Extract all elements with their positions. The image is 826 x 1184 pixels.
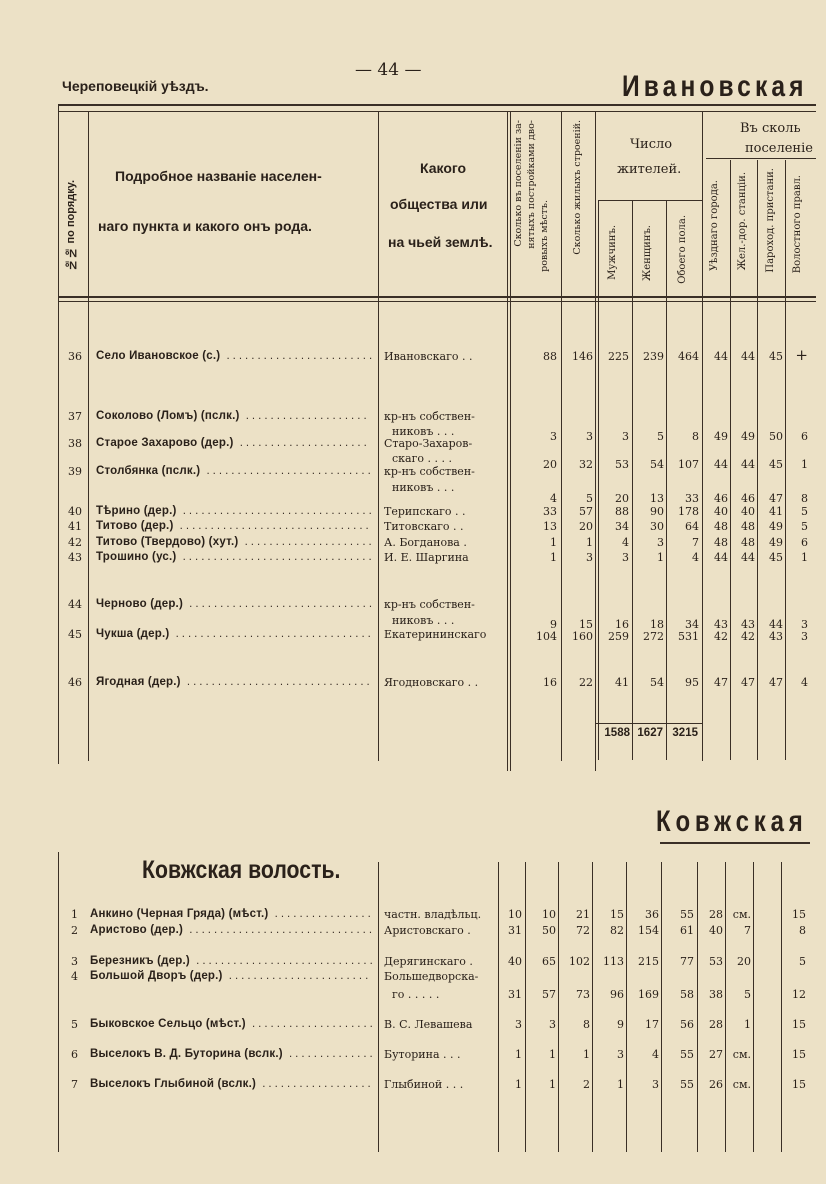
cell-t: 44 xyxy=(714,458,728,471)
cell-r: 47 xyxy=(741,676,755,689)
col-header-distance-1: Въ сколь xyxy=(740,121,801,136)
cell-r: 42 xyxy=(741,630,755,643)
cell-p: см. xyxy=(732,908,751,921)
cell-r: 44 xyxy=(741,350,755,363)
settlement-name: Выселокъ Глыбиной (вслк.) .................. xyxy=(90,1078,374,1090)
settlement-name: Ягодная (дер.) .............................. xyxy=(96,676,373,688)
cell-r: 49 xyxy=(741,430,755,443)
row-number: 7 xyxy=(71,1078,78,1091)
society-name: И. Е. Шаргина xyxy=(384,551,469,564)
col-header-rail: Жел.-дор. станціи. xyxy=(737,172,748,271)
cell-b: 464 xyxy=(678,350,699,363)
col-header-name-2: наго пункта и какого онъ рода. xyxy=(98,218,312,234)
total-men: 1588 xyxy=(604,727,630,739)
cell-st: 1 xyxy=(586,536,593,549)
cell-b: 178 xyxy=(678,505,699,518)
cell-t: 48 xyxy=(714,536,728,549)
cell-r: 53 xyxy=(709,955,723,968)
cell-w: 1 xyxy=(657,551,664,564)
cell-t: 48 xyxy=(714,520,728,533)
cell-r: 38 xyxy=(709,988,723,1001)
volost-heading-top: Ивановская xyxy=(622,70,808,103)
col-header-dvory-3: ровыхъ мѣстъ. xyxy=(539,200,550,272)
society-name-cont: го . . . . . xyxy=(392,988,440,1001)
cell-w: 82 xyxy=(610,924,624,937)
cell-dv: 88 xyxy=(543,350,557,363)
cell-w: 3 xyxy=(657,536,664,549)
row-number: 5 xyxy=(71,1018,78,1031)
cell-st: 3 xyxy=(586,551,593,564)
settlement-name: Тѣрино (дер.) ............................... xyxy=(96,505,375,517)
total-both: 3215 xyxy=(672,727,698,739)
cell-m: 53 xyxy=(615,458,629,471)
cell-dv: 1 xyxy=(515,1078,522,1091)
row-number: 36 xyxy=(68,350,82,363)
cell-r: 44 xyxy=(741,551,755,564)
cell-t: 56 xyxy=(680,1018,694,1031)
cell-st: 10 xyxy=(542,908,556,921)
col-header-name-1: Подробное названіе населен- xyxy=(115,168,322,184)
leader-dots: .................... xyxy=(245,1018,376,1030)
cell-w: 54 xyxy=(650,458,664,471)
cell-m: 73 xyxy=(576,988,590,1001)
cell-b: 531 xyxy=(678,630,699,643)
cell-t: 55 xyxy=(680,1078,694,1091)
cell-st: 5 xyxy=(586,492,593,505)
cell-m: 3 xyxy=(622,551,629,564)
cell-w: 9 xyxy=(617,1018,624,1031)
cell-p: см. xyxy=(732,1048,751,1061)
leader-dots: .............................. xyxy=(183,924,376,936)
row-number: 3 xyxy=(71,955,78,968)
cell-w: 5 xyxy=(657,430,664,443)
col-header-number: №№ по порядку. xyxy=(65,180,77,271)
cell-st: 32 xyxy=(579,458,593,471)
cell-b: 34 xyxy=(685,618,699,631)
society-name-cont: скаго . . . . xyxy=(392,452,452,465)
page-number: — 44 — xyxy=(355,60,422,80)
society-name: кр-нъ собствен- xyxy=(384,465,475,478)
cell-p: 49 xyxy=(769,536,783,549)
cell-r: 44 xyxy=(741,458,755,471)
society-name: Глыбиной . . . xyxy=(384,1078,464,1091)
col-header-society-1: Какого xyxy=(420,160,467,176)
cell-p: 50 xyxy=(769,430,783,443)
col-header-dvory-2: нятыхъ постройками дво- xyxy=(526,120,537,249)
cell-w: 3 xyxy=(617,1048,624,1061)
cell-m: 16 xyxy=(615,618,629,631)
col-header-town: Уѣзднаго города. xyxy=(709,180,720,271)
cell-dv: 40 xyxy=(508,955,522,968)
settlement-name: Село Ивановское (с.) ........................ xyxy=(96,350,376,362)
cell-m: 225 xyxy=(608,350,629,363)
cell-m: 8 xyxy=(583,1018,590,1031)
cell-w: 13 xyxy=(650,492,664,505)
row-number: 44 xyxy=(68,598,82,611)
cell-m: 3 xyxy=(622,430,629,443)
cell-dv: 31 xyxy=(508,924,522,937)
cell-v: 5 xyxy=(801,520,808,533)
col-header-population-2: жителей. xyxy=(617,162,682,177)
leader-dots: ............................... xyxy=(173,520,372,532)
cell-dv: 3 xyxy=(550,430,557,443)
cell-w: 239 xyxy=(643,350,664,363)
settlement-name: Столбянка (пслк.) ........................... xyxy=(96,465,374,477)
leader-dots: ....................... xyxy=(222,970,372,982)
col-header-pier: Пароход. пристани. xyxy=(765,168,776,273)
cell-p: 7 xyxy=(744,924,751,937)
cell-w: 1 xyxy=(617,1078,624,1091)
settlement-name: Выселокъ В. Д. Буторина (вслк.) .............. xyxy=(90,1048,376,1060)
cell-p: 49 xyxy=(769,520,783,533)
cell-b: 33 xyxy=(685,492,699,505)
leader-dots: .............. xyxy=(282,1048,376,1060)
cell-w: 30 xyxy=(650,520,664,533)
cell-p: 45 xyxy=(769,350,783,363)
cell-m: 4 xyxy=(622,536,629,549)
cell-t: 42 xyxy=(714,630,728,643)
cell-st: 3 xyxy=(586,430,593,443)
society-name: Буторина . . . xyxy=(384,1048,461,1061)
cell-v: 4 xyxy=(801,676,808,689)
cell-m: 102 xyxy=(569,955,590,968)
cell-m: 72 xyxy=(576,924,590,937)
cell-dv: 10 xyxy=(508,908,522,921)
row-number: 43 xyxy=(68,551,82,564)
settlement-name: Соколово (Ломъ) (пслк.) .................... xyxy=(96,410,370,422)
col-header-volost: Волостного правл. xyxy=(792,175,803,274)
society-name: А. Богданова . xyxy=(384,536,467,549)
cell-b: 4 xyxy=(692,551,699,564)
cell-v: 1 xyxy=(801,458,808,471)
cell-dv: 16 xyxy=(543,676,557,689)
cell-r: 48 xyxy=(741,536,755,549)
cell-m: 34 xyxy=(615,520,629,533)
uezd-title: Череповецкій уѣздъ. xyxy=(62,78,209,94)
cell-p: 45 xyxy=(769,458,783,471)
cell-dv: 1 xyxy=(515,1048,522,1061)
cell-b: 7 xyxy=(692,536,699,549)
cell-v: 6 xyxy=(801,430,808,443)
cell-b: 3 xyxy=(652,1078,659,1091)
leader-dots: ........................ xyxy=(220,350,376,362)
cell-w: 113 xyxy=(603,955,624,968)
society-name: Аристовскаго . xyxy=(384,924,471,937)
society-name: Дерягинскаго . xyxy=(384,955,473,968)
col-header-dvory-1: Сколько въ поселеніи за- xyxy=(513,120,524,247)
col-header-distance-2: поселеніе xyxy=(745,141,813,156)
cell-v: 3 xyxy=(801,618,808,631)
cell-r: 27 xyxy=(709,1048,723,1061)
leader-dots: .............................. xyxy=(182,598,376,610)
cell-dv: 1 xyxy=(550,536,557,549)
cell-v: 15 xyxy=(792,1078,806,1091)
settlement-name: Березникъ (дер.) ............................. xyxy=(90,955,376,967)
cell-b: 4 xyxy=(652,1048,659,1061)
cell-dv: 9 xyxy=(550,618,557,631)
row-number: 38 xyxy=(68,437,82,450)
row-number: 6 xyxy=(71,1048,78,1061)
cell-dv: 104 xyxy=(536,630,557,643)
leader-dots: ............................... xyxy=(176,505,375,517)
row-number: 42 xyxy=(68,536,82,549)
row-number: 2 xyxy=(71,924,78,937)
row-number: 37 xyxy=(68,410,82,423)
cell-v: 15 xyxy=(792,908,806,921)
cell-t: 43 xyxy=(714,618,728,631)
cell-st: 65 xyxy=(542,955,556,968)
cell-t: 61 xyxy=(680,924,694,937)
cell-dv: 1 xyxy=(550,551,557,564)
section-title: Ковжская волость. xyxy=(142,856,341,884)
settlement-name: Титово (дер.) ............................... xyxy=(96,520,372,532)
cell-t: 46 xyxy=(714,492,728,505)
row-number: 45 xyxy=(68,628,82,641)
society-name: Старо-Захаров- xyxy=(384,437,473,450)
row-number: 4 xyxy=(71,970,78,983)
leader-dots: ............................. xyxy=(189,955,376,967)
cell-p: 47 xyxy=(769,492,783,505)
cell-st: 1 xyxy=(549,1048,556,1061)
cell-dv: 20 xyxy=(543,458,557,471)
society-name: частн. владѣльц. xyxy=(384,908,482,921)
cell-v: 3 xyxy=(801,630,808,643)
cell-m: 1 xyxy=(583,1048,590,1061)
cell-st: 20 xyxy=(579,520,593,533)
cell-r: 48 xyxy=(741,520,755,533)
cell-b: 36 xyxy=(645,908,659,921)
cell-st: 57 xyxy=(579,505,593,518)
society-name-cont: никовъ . . . xyxy=(392,425,455,438)
col-header-population-1: Число xyxy=(630,137,673,152)
cell-t: 58 xyxy=(680,988,694,1001)
col-header-both: Обоего пола. xyxy=(677,215,688,284)
cell-b: 215 xyxy=(638,955,659,968)
settlement-name: Большой Дворъ (дер.) ....................... xyxy=(90,970,372,982)
cell-b: 107 xyxy=(678,458,699,471)
row-number: 40 xyxy=(68,505,82,518)
cell-t: 77 xyxy=(680,955,694,968)
cell-r: 46 xyxy=(741,492,755,505)
leader-dots: ..................... xyxy=(238,536,375,548)
cell-r: 28 xyxy=(709,908,723,921)
cell-m: 21 xyxy=(576,908,590,921)
cell-r: 40 xyxy=(741,505,755,518)
leader-dots: ..................... xyxy=(233,437,370,449)
cell-p: 45 xyxy=(769,551,783,564)
cell-v: 15 xyxy=(792,1048,806,1061)
settlement-name: Черново (дер.) .............................. xyxy=(96,598,376,610)
cell-st: 57 xyxy=(542,988,556,1001)
cell-b: 95 xyxy=(685,676,699,689)
settlement-name: Титово (Твердово) (хут.) ..................... xyxy=(96,536,375,548)
leader-dots: ................................ xyxy=(169,628,374,640)
society-name-cont: никовъ . . . xyxy=(392,614,455,627)
settlement-name: Анкино (Черная Гряда) (мѣст.) ................ xyxy=(90,908,374,920)
cell-p: 20 xyxy=(737,955,751,968)
cell-st: 1 xyxy=(549,1078,556,1091)
cell-w: 54 xyxy=(650,676,664,689)
society-name: Ивановскаго . . xyxy=(384,350,473,363)
cell-t: 40 xyxy=(714,505,728,518)
cell-t: 47 xyxy=(714,676,728,689)
cell-v: 5 xyxy=(799,955,806,968)
cell-m: 88 xyxy=(615,505,629,518)
cell-dv: 3 xyxy=(515,1018,522,1031)
cell-dv: 4 xyxy=(550,492,557,505)
cell-b: 64 xyxy=(685,520,699,533)
cell-b: 154 xyxy=(638,924,659,937)
settlement-name: Старое Захарово (дер.) ..................... xyxy=(96,437,370,449)
cell-w: 272 xyxy=(643,630,664,643)
cell-w: 96 xyxy=(610,988,624,1001)
cell-p: см. xyxy=(732,1078,751,1091)
cell-b: 17 xyxy=(645,1018,659,1031)
col-header-houses: Сколько жилыхъ строеній. xyxy=(572,120,583,255)
leader-dots: .................... xyxy=(239,410,370,422)
settlement-name: Быковское Сельцо (мѣст.) .................... xyxy=(90,1018,376,1030)
row-number: 46 xyxy=(68,676,82,689)
leader-dots: ........................... xyxy=(200,465,374,477)
cell-r: 28 xyxy=(709,1018,723,1031)
cell-r: 40 xyxy=(709,924,723,937)
cell-m: 20 xyxy=(615,492,629,505)
row-number: 41 xyxy=(68,520,82,533)
cell-st: 50 xyxy=(542,924,556,937)
society-name: кр-нъ собствен- xyxy=(384,410,475,423)
cell-w: 18 xyxy=(650,618,664,631)
settlement-name: Аристово (дер.) .............................. xyxy=(90,924,376,936)
cell-dv: 33 xyxy=(543,505,557,518)
cell-dv: 31 xyxy=(508,988,522,1001)
cell-v: 6 xyxy=(801,536,808,549)
col-header-society-3: на чьей землѣ. xyxy=(388,234,493,250)
society-name-cont: никовъ . . . xyxy=(392,481,455,494)
cell-v: 8 xyxy=(801,492,808,505)
settlement-name: Чукша (дер.) ................................ xyxy=(96,628,374,640)
row-number: 1 xyxy=(71,908,78,921)
society-name: Екатерининскаго xyxy=(384,628,487,641)
col-header-men: Мужчинъ. xyxy=(607,225,618,280)
settlement-name: Трошино (ус.) ............................... xyxy=(96,551,375,563)
society-name: Титовскаго . . xyxy=(384,520,464,533)
cell-t: 44 xyxy=(714,551,728,564)
cell-v: 12 xyxy=(792,988,806,1001)
cell-r: 43 xyxy=(741,618,755,631)
cell-v: 5 xyxy=(801,505,808,518)
cell-w: 90 xyxy=(650,505,664,518)
cell-st: 160 xyxy=(572,630,593,643)
cell-p: 47 xyxy=(769,676,783,689)
cell-m: 41 xyxy=(615,676,629,689)
cell-dv: 13 xyxy=(543,520,557,533)
cell-t: 44 xyxy=(714,350,728,363)
cell-v: + xyxy=(795,346,808,364)
society-name: Ягодновскаго . . xyxy=(384,676,479,689)
society-name: кр-нъ собствен- xyxy=(384,598,475,611)
society-name: Большедворска- xyxy=(384,970,479,983)
cell-p: 41 xyxy=(769,505,783,518)
col-header-women: Женщинъ. xyxy=(642,225,653,281)
cell-v: 15 xyxy=(792,1018,806,1031)
cell-t: 55 xyxy=(680,1048,694,1061)
cell-t: 55 xyxy=(680,908,694,921)
total-women: 1627 xyxy=(637,727,663,739)
cell-p: 43 xyxy=(769,630,783,643)
cell-t: 49 xyxy=(714,430,728,443)
cell-b: 169 xyxy=(638,988,659,1001)
cell-st: 22 xyxy=(579,676,593,689)
cell-p: 1 xyxy=(744,1018,751,1031)
leader-dots: .................. xyxy=(256,1078,374,1090)
cell-r: 26 xyxy=(709,1078,723,1091)
volost-heading-mid: Ковжская xyxy=(656,805,808,838)
leader-dots: ................ xyxy=(268,908,374,920)
row-number: 39 xyxy=(68,465,82,478)
cell-v: 8 xyxy=(799,924,806,937)
cell-st: 15 xyxy=(579,618,593,631)
cell-v: 1 xyxy=(801,551,808,564)
cell-p: 5 xyxy=(744,988,751,1001)
cell-b: 8 xyxy=(692,430,699,443)
cell-w: 15 xyxy=(610,908,624,921)
cell-m: 259 xyxy=(608,630,629,643)
cell-m: 2 xyxy=(583,1078,590,1091)
society-name: Терипскаго . . xyxy=(384,505,466,518)
cell-p: 44 xyxy=(769,618,783,631)
leader-dots: .............................. xyxy=(180,676,373,688)
col-header-society-2: общества или xyxy=(390,196,488,212)
cell-st: 3 xyxy=(549,1018,556,1031)
society-name: В. С. Левашева xyxy=(384,1018,473,1031)
leader-dots: ............................... xyxy=(176,551,375,563)
cell-st: 146 xyxy=(572,350,593,363)
